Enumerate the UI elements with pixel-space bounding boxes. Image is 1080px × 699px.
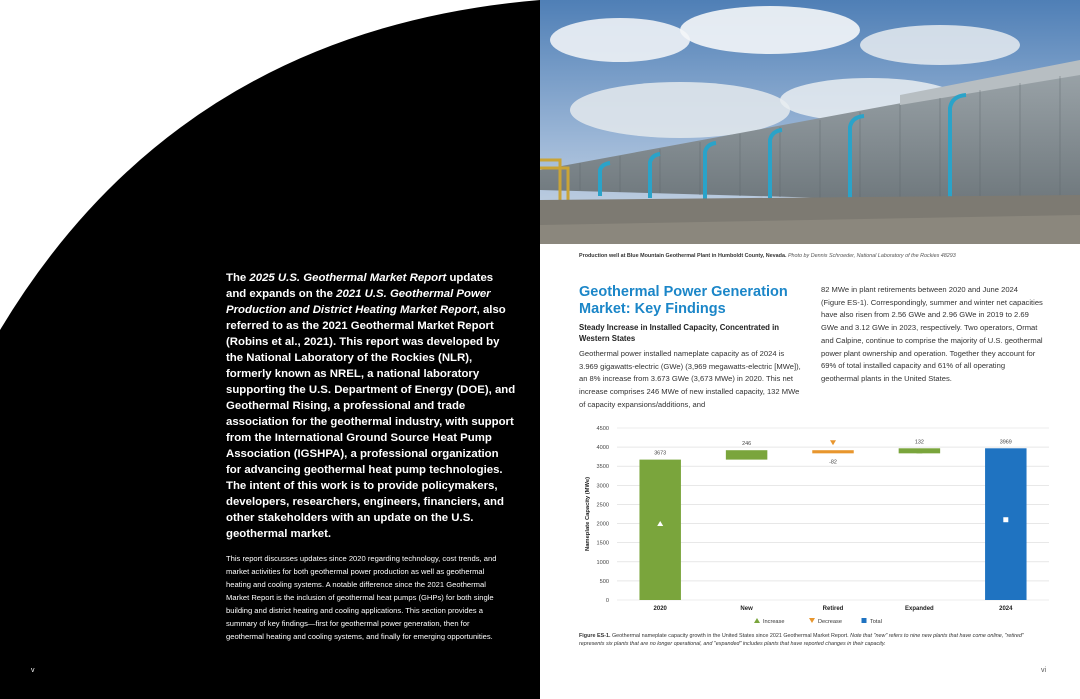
data-label: 3673: [654, 450, 667, 457]
section-subheading: Steady Increase in Installed Capacity, Concentrated in Western States: [579, 323, 780, 343]
y-tick-label: 2500: [596, 502, 609, 509]
bar-2024: [985, 448, 1026, 600]
y-axis-title: Nameplate Capacity (MWe): [585, 477, 591, 551]
y-tick-label: 4000: [596, 445, 609, 452]
legend-increase-icon: [754, 618, 760, 623]
legend-total-icon: [862, 618, 867, 623]
right-page: [540, 0, 1080, 699]
data-label: -82: [829, 459, 837, 466]
intro-body-text: This report discusses updates since 2020 regarding technology, cost trends, and market activities for both geothermal power production as well as geothermal heating and cooling systems. A notable difference since the 2021 Geothermal Market Report is the inclusion of geothermal heat pumps (GHPs) for both single building and district heating and cooling applications. This section provides a summary of key findings—first for geothermal power generation, then for geothermal heating and cooling systems, and finally for emerging opportunities.: [226, 554, 497, 641]
geothermal-plant-photo: [540, 0, 1080, 244]
legend-label: Decrease: [818, 619, 842, 625]
intro-summary: The 2025 U.S. Geothermal Market Report updates and expands on the 2021 U.S. Geothermal Power Production and District Heating Market Report, also referred to as the 2021 Geothermal Market Report (Robins et al., 2021). This report was developed by the National Laboratory of the Rockies (NLR), formerly known as NREL, a national laboratory supporting the U.S. Department of Energy (DOE), and Geothermal Rising, a professional and trade association for the geothermal industry, with support from the International Ground Source Heat Pump Association (IGSHPA), a professional organization for advancing geothermal heat pump technologies. The intent of this work is to provide policymakers, developers, researchers, engineers, financiers, and other stakeholders with an update on the U.S. geothermal market.: [226, 272, 516, 540]
x-tick-label: Expanded: [905, 606, 934, 612]
bar-retired: [812, 450, 853, 453]
body-text-column-right: 82 MWe in plant retirements between 2020 and June 2024 (Figure ES-1). Correspondingly, summer and winter net capacities have also risen from 2.56 GWe and 2.96 GWe in 2019 to 2.69 GWe and 3.12 GWe in 2023, respectively. Two operators, Ormat and Calpine, continue to comprise the majority of U.S. geothermal power plant ownership and operation. Together they account for 69% of total installed capacity and 61% of all operating geothermal plants in the United States.: [821, 285, 1043, 383]
y-tick-label: 500: [599, 578, 609, 585]
x-tick-label: Retired: [822, 606, 844, 612]
y-tick-label: 1500: [596, 540, 609, 547]
x-tick-label: 2024: [999, 606, 1013, 612]
y-tick-label: 3000: [596, 483, 609, 490]
page-number-left: v: [31, 667, 35, 674]
data-label: 3969: [999, 439, 1012, 446]
data-label: 132: [914, 439, 924, 446]
legend-label: Total: [870, 619, 882, 625]
y-tick-label: 2000: [596, 521, 609, 528]
figure-caption: Figure ES-1. Geothermal nameplate capacity growth in the United States since 2021 Geothermal Market Report. Note that "new" refers to nine new plants that have come online, "retired" represents six plants that are no longer operational, and "expanded" includes plants that have reported changes in their capacity.: [579, 633, 1024, 647]
total-marker: [1003, 517, 1008, 522]
y-tick-label: 4500: [596, 426, 609, 432]
y-tick-label: 1000: [596, 559, 609, 566]
y-tick-label: 3500: [596, 464, 609, 471]
y-tick-label: 0: [605, 598, 609, 604]
body-text-column-left: Geothermal power installed nameplate capacity as of 2024 is 3.969 gigawatts-electric (GWe) (3,969 megawatts-electric [MWe]), an 8% increase from 3.673 GWe (3,673 MWe) in 2020. This net increase comprises 246 MWe of new installed capacity, 132 MWe of capacity expansions/additions, and: [579, 349, 801, 409]
capacity-waterfall-chart: [579, 420, 1059, 628]
bar-2020: [639, 460, 680, 600]
x-tick-label: 2020: [653, 606, 667, 612]
page-number-right: vi: [1041, 667, 1047, 674]
section-title: Geothermal Power Generation Market: Key Findings: [579, 284, 788, 317]
x-tick-label: New: [740, 606, 753, 612]
decrease-marker: [830, 440, 836, 445]
legend-label: Increase: [763, 619, 785, 625]
data-label: 246: [742, 441, 752, 448]
photo-caption: Production well at Blue Mountain Geothermal Plant in Humboldt County, Nevada. Photo by Dennis Schroeder, National Laboratory of the Rockies 48293: [579, 253, 956, 259]
legend-decrease-icon: [809, 618, 815, 623]
